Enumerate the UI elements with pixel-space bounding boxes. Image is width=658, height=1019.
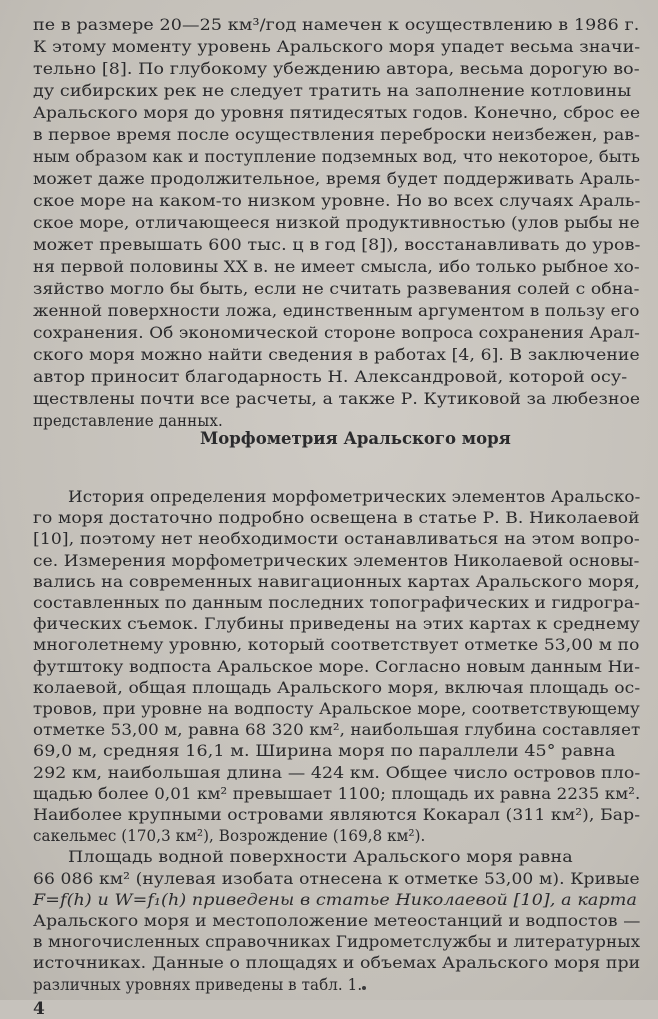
text-line: 292 км, наибольшая длина — 424 км. Общее число островов пло- xyxy=(33,762,641,782)
text-line: в первое время после осуществления переброски неизбежен, рав- xyxy=(33,125,640,144)
text-line: различных уровнях приведены в табл. 1. xyxy=(33,974,363,994)
text-line: вались на современных навигационных картах Аральского моря, xyxy=(33,571,641,591)
text-line: 69,0 м, средняя 16,1 м. Ширина моря по параллели 45° равна xyxy=(33,741,616,761)
text-line: Аральского моря и местоположение метеостанций и водпостов — xyxy=(33,911,641,930)
text-line: сохранения. Об экономической стороне вопроса сохранения Арал- xyxy=(33,323,640,342)
text-line: может даже продолжительное, время будет поддерживать Араль- xyxy=(33,169,641,188)
text-line: Площадь водной поверхности Аральского моря равна xyxy=(68,847,573,867)
text-line: Аральского моря до уровня пятидесятых годов. Конечно, сброс ее xyxy=(33,103,641,122)
text-line: отметке 53,00 м, равна 68 320 км², наибольшая глубина составляет xyxy=(33,720,641,740)
text-line: может превышать 600 тыс. ц в год [8]), восстанавливать до уров- xyxy=(33,235,641,254)
text-line: зяйство могло бы быть, если не считать развевания солей с обна- xyxy=(33,279,640,298)
text-line: женной поверхности ложа, единственным аргументом в пользу его xyxy=(33,301,640,320)
text-line: футштоку водпоста Аральское море. Согласно новым данным Ни- xyxy=(33,656,641,676)
text-line: К этому моменту уровень Аральского моря упадет весьма значи- xyxy=(33,37,641,56)
text-line: в многочисленных справочниках Гидрометслужбы и литературных xyxy=(33,932,641,952)
text-line: сакельмес (170,3 км²), Возрождение (169,8 км²). xyxy=(33,826,426,846)
text-line: ня первой половины XX в. не имеет смысла, ибо только рыбное хо- xyxy=(33,257,640,276)
text-line: ду сибирских рек не следует тратить на заполнение котловины xyxy=(33,81,632,100)
text-line: се. Измерения морфометрических элементов Николаевой основы- xyxy=(33,550,640,570)
text-line: Наиболее крупными островами являются Кокарал (311 км²), Бар- xyxy=(33,805,641,824)
text-line: тровов, при уровне на водпосту Аральское море, соответствующему xyxy=(33,699,640,718)
text-line: многолетнему уровню, который соответствует отметке 53,00 м по xyxy=(33,635,640,655)
text-line: пе в размере 20—25 км³/год намечен к осуществлению в 1986 г. xyxy=(33,15,640,34)
print-dot xyxy=(362,986,366,990)
text-line: F=f(h) и W=f₁(h) приведены в статье Николаевой [10], а карта xyxy=(33,889,637,909)
text-line: фических съемок. Глубины приведены на этих картах к среднему xyxy=(33,614,640,634)
text-line: колаевой, общая площадь Аральского моря, включая площадь ос- xyxy=(33,677,641,697)
text-line: ское море, отличающееся низкой продуктивностью (улов рыбы не xyxy=(33,213,640,232)
text-line: ным образом как и поступление подземных вод, что некоторое, быть xyxy=(33,147,641,166)
text-line: История определения морфометрических элементов Аральско- xyxy=(68,487,641,506)
page-number: 4 xyxy=(33,998,45,1019)
text-line: ществлены почти все расчеты, а также Р. Кутиковой за любезное xyxy=(33,389,641,408)
text-line: [10], поэтому нет необходимости останавливаться на этом вопро- xyxy=(33,529,640,549)
section-heading: Морфометрия Аральского моря xyxy=(200,429,511,448)
text-line: ское море на каком-то низком уровне. Но во всех случаях Араль- xyxy=(33,191,641,210)
text-line: го моря достаточно подробно освещена в статье Р. В. Николаевой xyxy=(33,508,640,528)
text-line: щадью более 0,01 км² превышает 1100; площадь их равна 2235 км². xyxy=(33,783,641,803)
text-line: автор приносит благодарность Н. Александровой, которой осу- xyxy=(33,367,628,386)
text-line: 66 086 км² (нулевая изобата отнесена к отметке 53,00 м). Кривые xyxy=(33,868,640,888)
text-line: тельно [8]. По глубокому убеждению автора, весьма дорогую во- xyxy=(33,59,640,78)
text-line: ского моря можно найти сведения в работах [4, 6]. В заключение xyxy=(33,345,640,364)
text-line: представление данных. xyxy=(33,411,223,430)
text-line: источниках. Данные о площадях и объемах Аральского моря при xyxy=(33,953,641,973)
text-line: составленных по данным последних топографических и гидрогра- xyxy=(33,593,640,612)
